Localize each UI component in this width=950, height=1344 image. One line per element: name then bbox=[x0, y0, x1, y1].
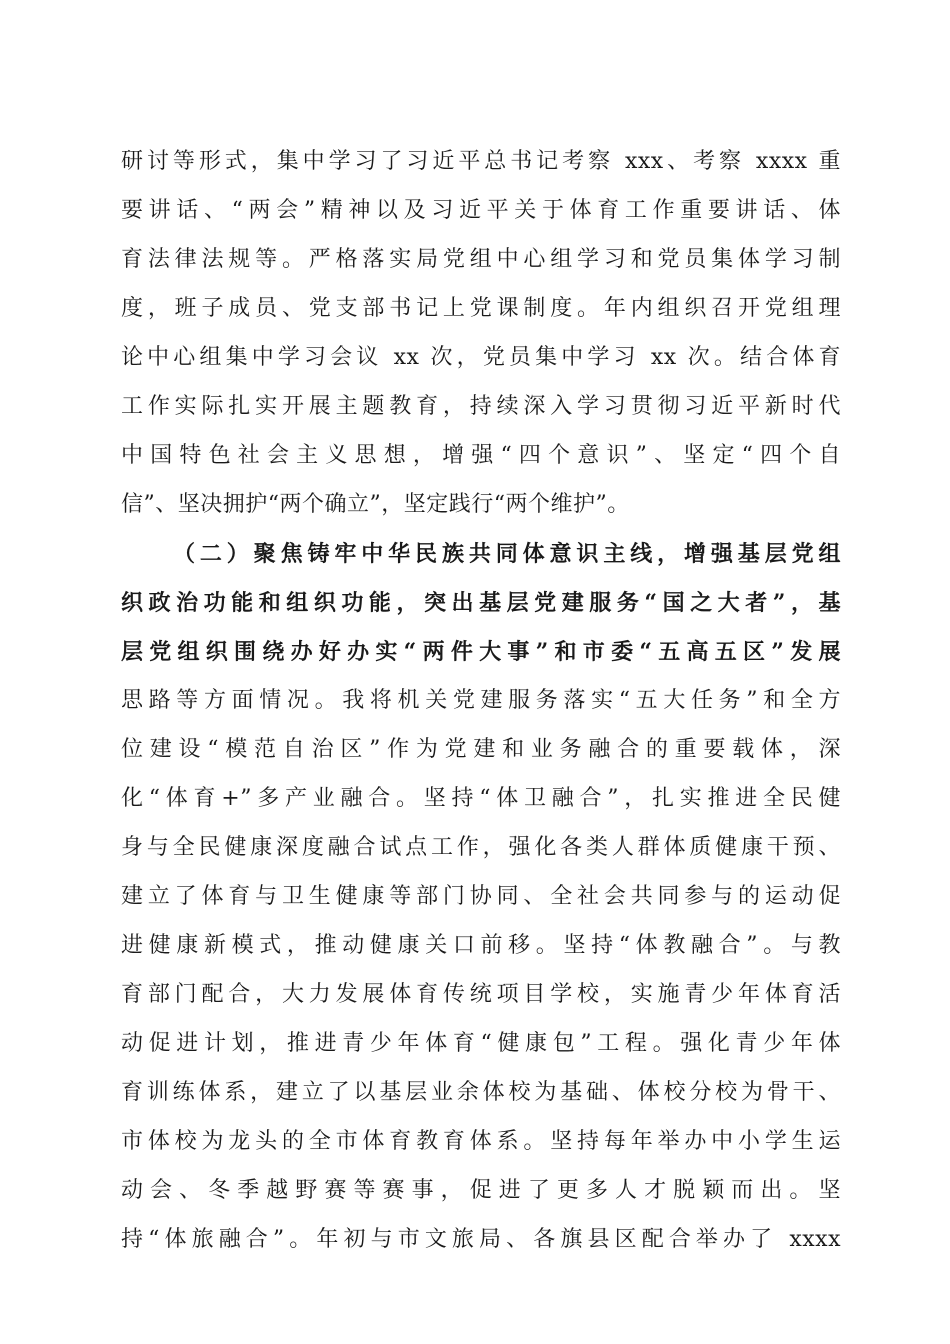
text-line: 进健康新模式，推动健康关口前移。坚持“体教融合”。与教 bbox=[121, 933, 841, 958]
text-line: 育部门配合，大力发展体育传统项目学校，实施青少年体育活 bbox=[121, 982, 841, 1007]
section-heading-line: 层党组织围绕办好办实“两件大事”和市委“五高五区”发展 bbox=[121, 639, 841, 665]
text-line: 化“体育+”多产业融合。坚持“体卫融合”，扎实推进全民健 bbox=[121, 786, 841, 811]
text-line: 工作实际扎实开展主题教育，持续深入学习贯彻习近平新时代 bbox=[121, 394, 841, 419]
text-line: 位建设“模范自治区”作为党建和业务融合的重要载体，深 bbox=[121, 737, 841, 762]
text-line: 度，班子成员、党支部书记上党课制度。年内组织召开党组理 bbox=[121, 296, 841, 321]
section-heading-line: （二）聚焦铸牢中华民族共同体意识主线，增强基层党组 bbox=[173, 541, 841, 567]
text-line: 市体校为龙头的全市体育教育体系。坚持每年举办中小学生运 bbox=[121, 1129, 841, 1154]
text-line: 动促进计划，推进青少年体育“健康包”工程。强化青少年体 bbox=[121, 1031, 841, 1056]
text-line: 研讨等形式，集中学习了习近平总书记考察 xxx、考察 xxxx 重 bbox=[121, 149, 841, 174]
text-line: 中国特色社会主义思想，增强“四个意识”、坚定“四个自 bbox=[121, 443, 841, 468]
section-heading-line: 织政治功能和组织功能，突出基层党建服务“国之大者”，基 bbox=[121, 590, 841, 616]
text-line: 持“体旅融合”。年初与市文旅局、各旗县区配合举办了 xxxx bbox=[121, 1227, 841, 1252]
text-line: 思路等方面情况。我将机关党建服务落实“五大任务”和全方 bbox=[121, 688, 841, 713]
text-line: 论中心组集中学习会议 xx 次，党员集中学习 xx 次。结合体育 bbox=[121, 345, 841, 370]
text-line: 要讲话、“两会”精神以及习近平关于体育工作重要讲话、体 bbox=[121, 198, 841, 223]
text-line: 育训练体系，建立了以基层业余体校为基础、体校分校为骨干、 bbox=[121, 1080, 841, 1105]
text-line: 动会、冬季越野赛等赛事，促进了更多人才脱颖而出。坚 bbox=[121, 1178, 841, 1203]
text-line: 建立了体育与卫生健康等部门协同、全社会共同参与的运动促 bbox=[121, 884, 841, 909]
text-line: 育法律法规等。严格落实局党组中心组学习和党员集体学习制 bbox=[121, 247, 841, 272]
text-line: 信”、坚决拥护“两个确立”，坚定践行“两个维护”。 bbox=[121, 492, 630, 517]
text-line: 身与全民健康深度融合试点工作，强化各类人群体质健康干预、 bbox=[121, 835, 841, 860]
